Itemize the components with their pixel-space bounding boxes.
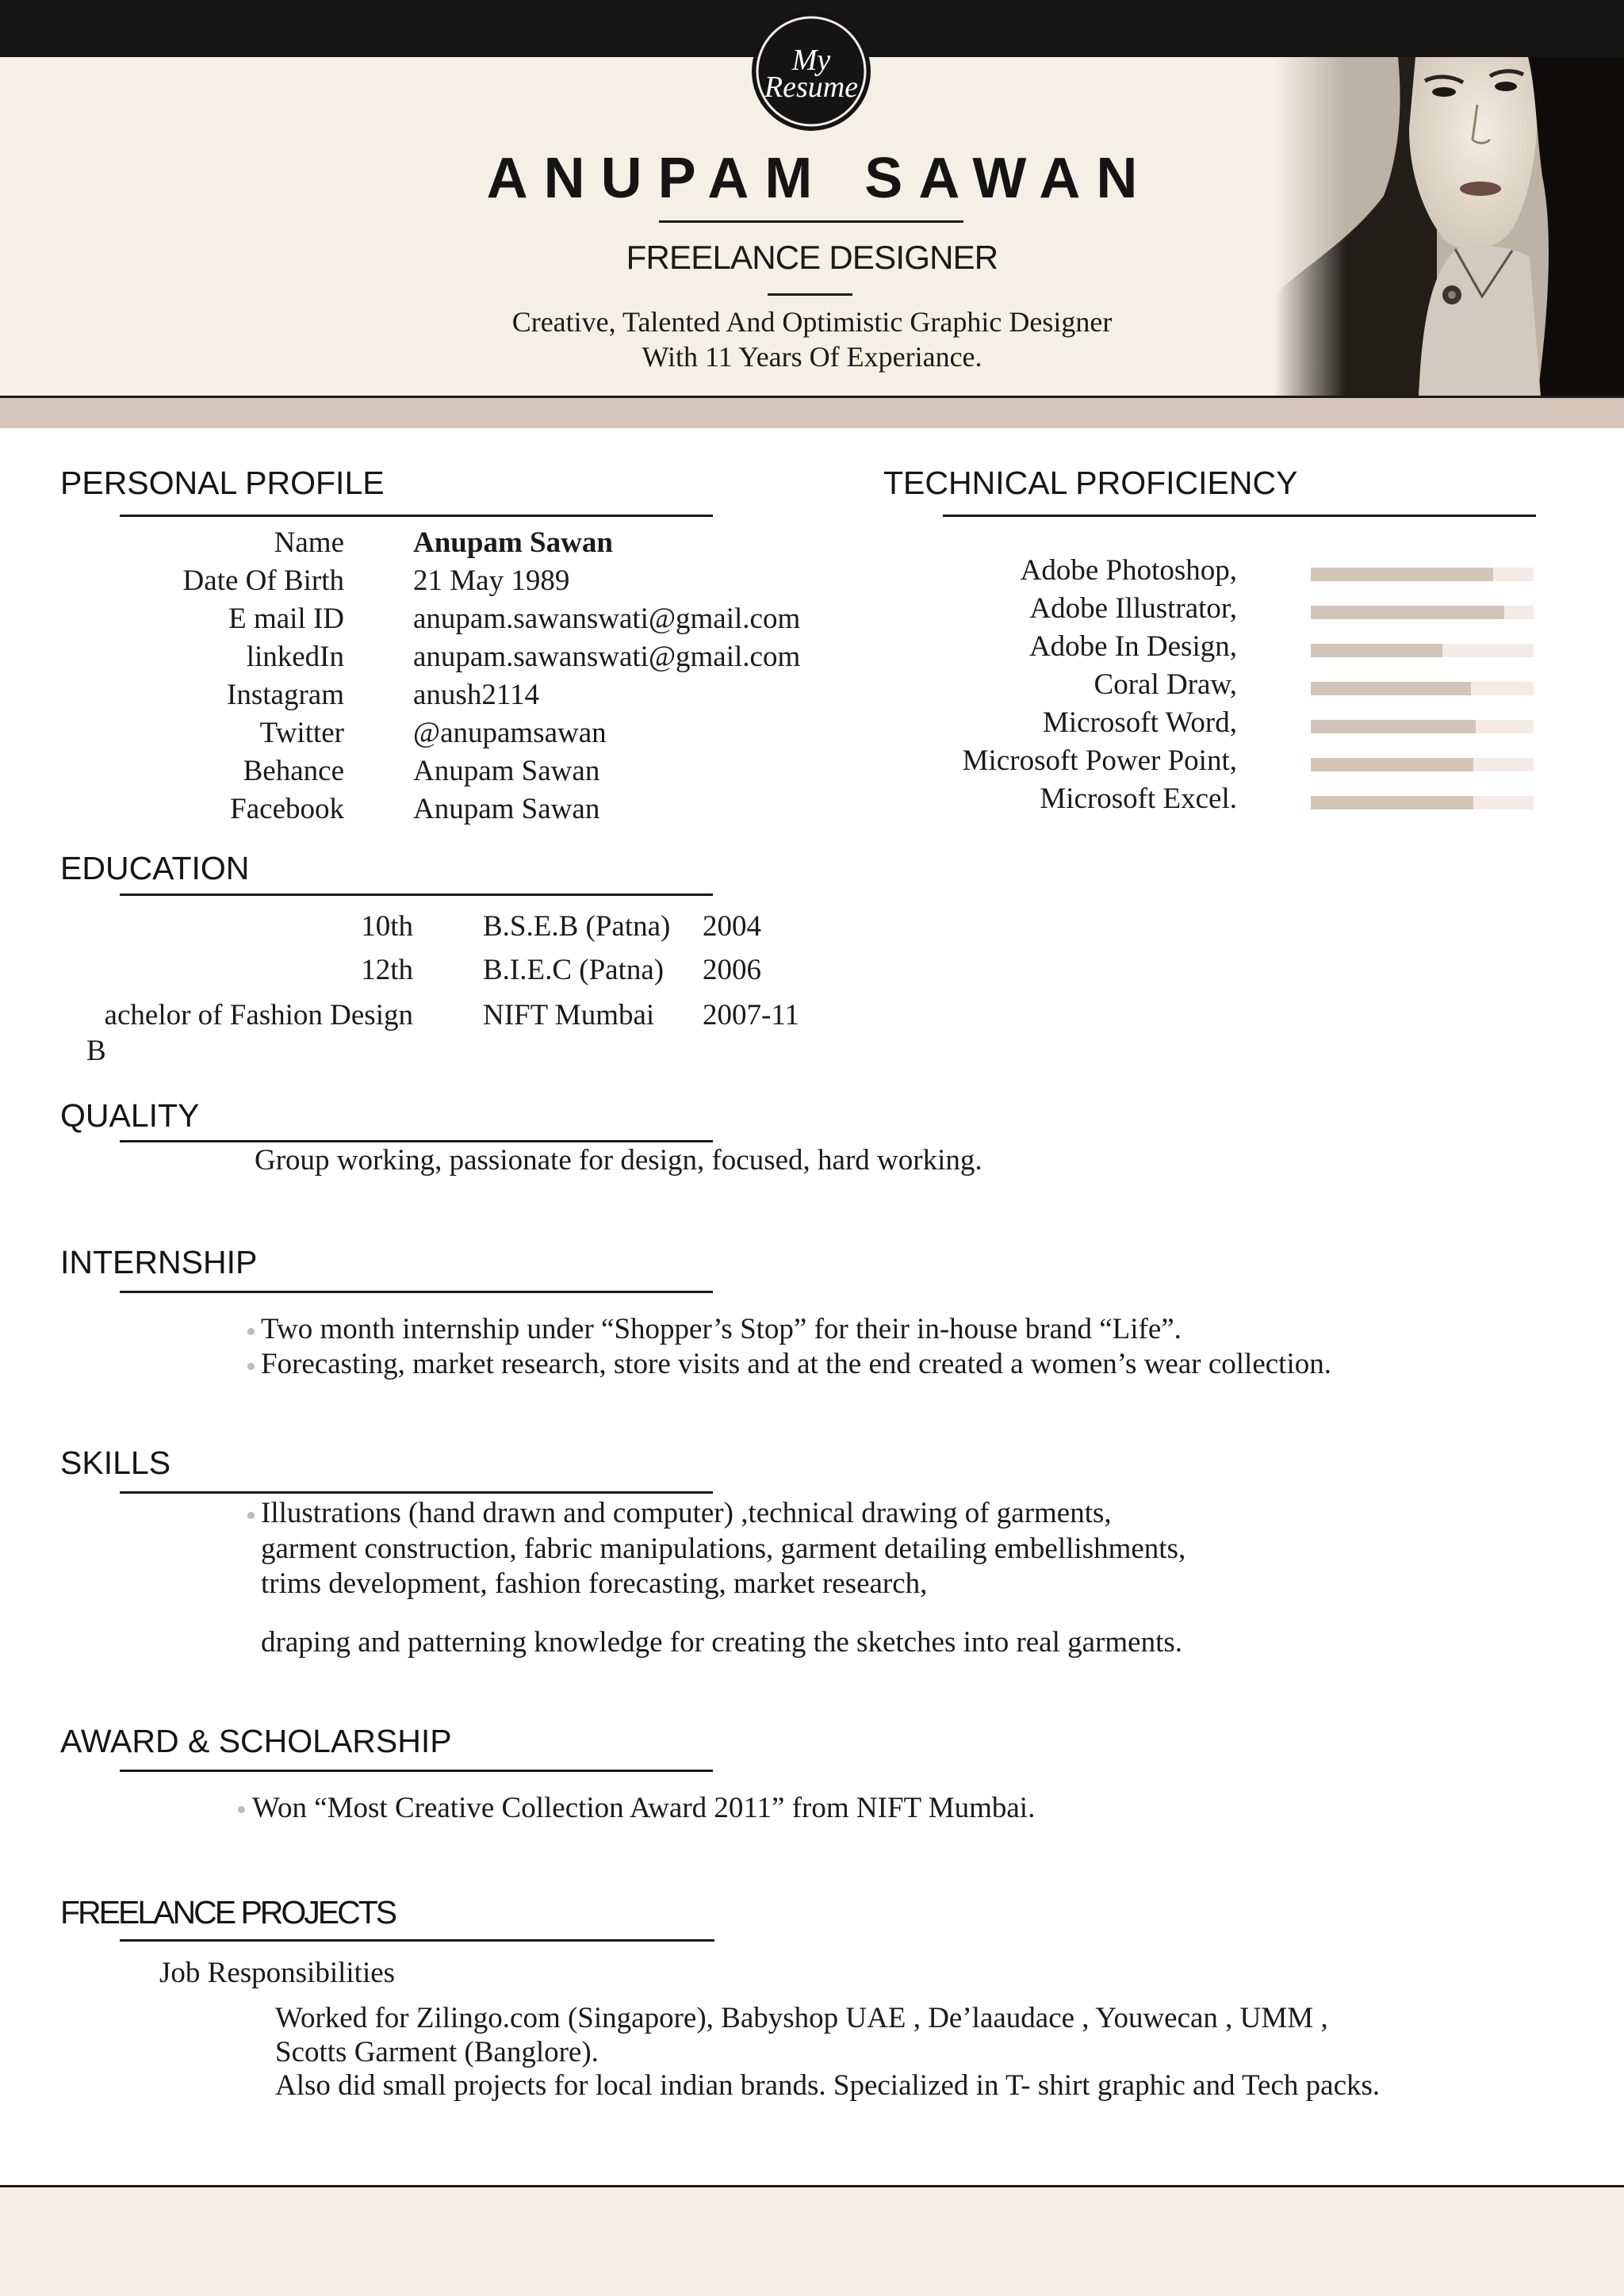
quality-text: Group working, passionate for design, focused, hard working.: [255, 1144, 982, 1177]
internship-bullet: Two month internship under “Shopper’s Stop” for their in-house brand “Life”.: [261, 1313, 1182, 1345]
skill-bar: [1311, 758, 1534, 771]
skills-line: garment construction, fabric manipulations, garment detailing embellishments,: [261, 1533, 1186, 1565]
profile-label: Instagram: [227, 679, 344, 711]
tagline-line: With 11 Years Of Experiance.: [642, 341, 982, 373]
section-underline: [120, 1491, 713, 1494]
skill-label: Adobe Illustrator,: [1029, 592, 1237, 625]
title-underline: [768, 293, 852, 296]
freelance-subheading: Job Responsibilities: [159, 1957, 396, 1989]
skill-label: Adobe Photoshop,: [1020, 554, 1237, 587]
award-bullet: Won “Most Creative Collection Award 2011” from NIFT Mumbai.: [252, 1792, 1036, 1824]
skill-bar: [1311, 644, 1534, 657]
education-year: 2007-11: [703, 999, 799, 1031]
section-heading-technical-proficiency: TECHNICAL PROFICIENCY: [883, 465, 1298, 501]
skill-bar-fill: [1311, 682, 1471, 695]
bullet-dot: [247, 1512, 255, 1519]
education-level: 10th: [361, 910, 413, 943]
skill-bar: [1311, 682, 1534, 695]
tagline-line: Creative, Talented And Optimistic Graphic Designer: [511, 306, 1113, 338]
skill-label: Microsoft Word,: [1042, 706, 1237, 739]
skill-bar-fill: [1311, 606, 1504, 619]
section-heading-award: AWARD & SCHOLARSHIP: [60, 1723, 452, 1759]
education-year: 2006: [703, 954, 761, 986]
skill-label: Coral Draw,: [1094, 668, 1237, 701]
freelance-line: Scotts Garment (Banglore).: [275, 2036, 599, 2068]
candidate-name: ANUPAM SAWAN: [486, 147, 1154, 210]
section-underline: [120, 1291, 713, 1293]
accent-band: [0, 398, 1624, 428]
profile-value: anupam.sawanswati@gmail.com: [413, 641, 801, 673]
education-level: 12th: [361, 954, 413, 986]
profile-value: @anupamsawan: [413, 717, 607, 749]
skill-bar-fill: [1311, 644, 1442, 657]
section-heading-education: EDUCATION: [60, 850, 250, 886]
skill-label: Adobe In Design,: [1028, 630, 1237, 663]
section-underline: [943, 515, 1536, 517]
logo-line-1: My: [791, 44, 831, 77]
section-heading-personal-profile: PERSONAL PROFILE: [60, 465, 385, 501]
skill-bar: [1311, 720, 1534, 733]
name-underline: [659, 220, 963, 223]
profile-value: Anupam Sawan: [413, 793, 600, 825]
skill-bar: [1311, 568, 1534, 581]
skill-bar: [1311, 606, 1534, 619]
skill-bar-fill: [1311, 720, 1476, 733]
skill-bar-fill: [1311, 796, 1473, 809]
profile-value: Anupam Sawan: [413, 526, 613, 559]
education-board: B.S.E.B (Patna): [483, 910, 671, 943]
skill-label: Microsoft Excel.: [1040, 783, 1237, 815]
profile-value: anupam.sawanswati@gmail.com: [413, 603, 801, 635]
section-heading-internship: INTERNSHIP: [60, 1244, 258, 1280]
profile-value: Anupam Sawan: [413, 755, 600, 787]
profile-label: Behance: [243, 755, 344, 787]
bullet-dot: [247, 1363, 255, 1370]
skill-bar-fill: [1311, 568, 1493, 581]
internship-bullet: Forecasting, market research, store visits and at the end created a women’s wear collection.: [261, 1348, 1331, 1380]
education-board: NIFT Mumbai: [483, 999, 655, 1031]
section-heading-freelance-projects: FREELANCE PROJECTS: [60, 1894, 396, 1931]
profile-label: E mail ID: [228, 603, 344, 635]
profile-value: 21 May 1989: [413, 564, 570, 597]
profile-label: Twitter: [259, 717, 344, 749]
freelance-line: Also did small projects for local indian brands. Specialized in T- shirt graphic and Tech packs.: [275, 2069, 1381, 2102]
bullet-dot: [238, 1806, 245, 1813]
skill-label: Microsoft Power Point,: [962, 744, 1237, 777]
profile-value: anush2114: [413, 679, 539, 711]
education-level-overflow: B: [86, 1035, 106, 1067]
job-title: FREELANCE DESIGNER: [626, 239, 998, 276]
freelance-line: Worked for Zilingo.com (Singapore), Babyshop UAE , De’laaudace , Youwecan , UMM ,: [275, 2002, 1328, 2034]
section-underline: [120, 1939, 714, 1942]
bullet-dot: [247, 1328, 255, 1335]
skill-bar-fill: [1311, 758, 1473, 771]
section-heading-quality: QUALITY: [60, 1097, 200, 1134]
profile-label: linkedIn: [246, 641, 344, 673]
section-heading-skills: SKILLS: [60, 1445, 171, 1481]
resume-logo: [751, 11, 871, 132]
profile-label: Facebook: [230, 793, 344, 825]
education-year: 2004: [703, 910, 761, 943]
education-level: achelor of Fashion Design: [104, 999, 413, 1031]
skills-line: Illustrations (hand drawn and computer) ,technical drawing of garments,: [261, 1497, 1112, 1529]
education-board: B.I.E.C (Patna): [483, 954, 665, 986]
profile-label: Name: [274, 526, 344, 559]
logo-line-2: Resume: [764, 71, 859, 104]
skills-line: trims development, fashion forecasting, market research,: [261, 1567, 928, 1600]
section-underline: [120, 515, 713, 517]
profile-label: Date Of Birth: [182, 564, 344, 597]
section-underline: [120, 894, 713, 896]
skill-bar: [1311, 796, 1534, 809]
skills-line: draping and patterning knowledge for creating the sketches into real garments.: [261, 1626, 1183, 1659]
footer-band: [0, 2187, 1624, 2296]
section-underline: [120, 1770, 713, 1772]
